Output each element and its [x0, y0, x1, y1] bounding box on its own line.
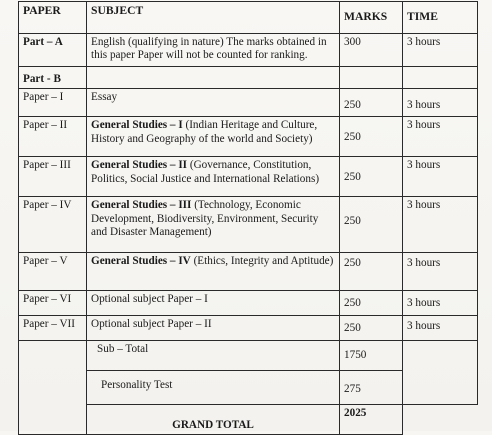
time-cell: 3 hours — [403, 117, 478, 157]
table-row — [19, 117, 478, 157]
personality-label: Personality Test — [87, 371, 340, 405]
subject-bold: General Studies – II — [91, 159, 188, 172]
personality-marks: 275 — [340, 371, 403, 405]
paper-cell: Paper – VII — [19, 316, 87, 341]
paper-cell: Paper – VI — [19, 291, 87, 316]
subject-text: (Indian Heritage and Culture, History and Geography of the world and Society) — [91, 119, 318, 145]
marks-cell: 250 — [340, 117, 403, 157]
paper-cell: Paper – II — [19, 117, 87, 157]
time-cell: 3 hours — [403, 253, 478, 291]
paper-cell: Paper – III — [19, 157, 87, 197]
subject-text: Essay — [91, 91, 118, 104]
part-a-row — [19, 34, 478, 67]
paper-cell: Paper – I — [19, 89, 87, 117]
time-cell: 3 hours — [403, 157, 478, 197]
part-b-row — [19, 67, 478, 89]
subtotal-row — [19, 341, 478, 371]
subject-cell — [87, 197, 340, 253]
subject-bold: General Studies – IV — [91, 255, 191, 268]
paper-cell: Paper – IV — [19, 197, 87, 253]
time-cell: 3 hours — [403, 316, 478, 341]
grand-total-row — [19, 405, 478, 435]
time-cell: 3 hours — [403, 291, 478, 316]
header-subject: SUBJECT — [87, 2, 340, 34]
part-a-subject: English (qualifying in nature) The marks obtained in this paper Paper will not be counted for ranking. — [87, 34, 340, 67]
header-paper: PAPER — [19, 2, 87, 34]
time-cell: 3 hours — [403, 197, 478, 253]
marks-cell: 250 — [340, 157, 403, 197]
part-b-label: Part - B — [19, 67, 87, 89]
subject-text: Optional subject Paper – II — [91, 318, 212, 331]
subject-text: (Technology, Economic Development, Biodiversity, Environment, Security and Disaster Management) — [91, 199, 319, 239]
header-row — [19, 2, 478, 34]
paper-cell: Paper – V — [19, 253, 87, 291]
part-a-label: Part – A — [19, 34, 87, 67]
part-b-empty-marks — [340, 67, 403, 89]
subject-cell — [87, 316, 340, 341]
subject-bold: General Studies – III — [91, 199, 192, 212]
part-b-empty-subject — [87, 67, 340, 89]
marks-cell: 250 — [340, 253, 403, 291]
subject-cell — [87, 117, 340, 157]
grand-total-empty-time — [403, 405, 478, 435]
part-a-marks: 300 — [340, 34, 403, 67]
table-row — [19, 197, 478, 253]
header-time: TIME — [403, 2, 478, 34]
grand-total-label: GRAND TOTAL — [87, 405, 340, 435]
part-b-empty-time — [403, 67, 478, 89]
subject-cell — [87, 89, 340, 117]
marks-cell: 250 — [340, 197, 403, 253]
table-row — [19, 89, 478, 117]
personality-row — [19, 371, 478, 405]
marks-cell: 250 — [340, 89, 403, 117]
subject-text: Optional subject Paper – I — [91, 293, 208, 306]
table-row — [19, 157, 478, 197]
subject-cell — [87, 157, 340, 197]
table-row — [19, 316, 478, 341]
subject-cell — [87, 291, 340, 316]
subject-text: (Governance, Constitution, Politics, Social Justice and International Relations) — [91, 159, 320, 185]
marks-cell: 250 — [340, 291, 403, 316]
exam-scheme-table — [18, 1, 478, 435]
grand-total-empty-paper — [19, 405, 87, 435]
subject-text: (Ethics, Integrity and Aptitude) — [190, 255, 334, 268]
subject-cell — [87, 253, 340, 291]
part-a-time: 3 hours — [403, 34, 478, 67]
header-marks: MARKS — [340, 2, 403, 34]
table-row — [19, 253, 478, 291]
subtotal-empty-time — [403, 341, 478, 371]
subtotal-empty-paper — [19, 341, 87, 371]
table-row — [19, 291, 478, 316]
personality-empty-time — [403, 371, 478, 405]
subject-bold: General Studies – I — [91, 119, 183, 132]
time-cell: 3 hours — [403, 89, 478, 117]
marks-cell: 250 — [340, 316, 403, 341]
subtotal-label: Sub – Total — [87, 341, 340, 371]
grand-total-marks: 2025 — [340, 405, 403, 435]
personality-empty-paper — [19, 371, 87, 405]
subtotal-marks: 1750 — [340, 341, 403, 371]
